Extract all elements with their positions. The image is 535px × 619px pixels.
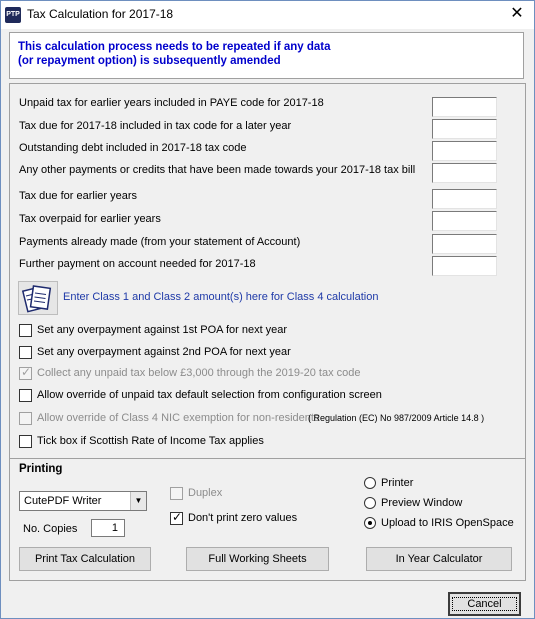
label-collect-unpaid-tax: Collect any unpaid tax below £3,000 through the 2019-20 tax code [37,367,361,379]
row-label-payments-made: Payments already made (from your statement of Account) [19,236,301,248]
label-override-unpaid-tax: Allow override of unpaid tax default selection from configuration screen [37,389,382,401]
checkbox-scottish-rate[interactable] [19,435,32,448]
radio-selected-dot [368,521,372,525]
checkbox-collect-unpaid-tax[interactable] [19,367,32,380]
class4-calculator-button[interactable] [18,281,58,315]
label-overpayment-2nd-poa: Set any overpayment against 2nd POA for next year [37,346,291,358]
app-icon: PTP [5,7,21,23]
input-other-payments[interactable] [432,163,497,183]
input-outstanding-debt[interactable] [432,141,497,161]
check-mark-icon: ✓ [172,510,183,524]
title-bar [1,1,534,29]
input-tax-later-year[interactable] [432,119,497,139]
label-overpayment-1st-poa: Set any overpayment against 1st POA for next year [37,324,288,336]
checkbox-dont-print-zero[interactable] [170,512,183,525]
row-label-tax-overpaid: Tax overpaid for earlier years [19,213,161,225]
printing-heading: Printing [19,463,63,475]
input-unpaid-earlier[interactable] [432,97,497,117]
row-label-tax-due-earlier: Tax due for earlier years [19,190,137,202]
cancel-button[interactable] [448,592,521,616]
row-label-outstanding-debt: Outstanding debt included in 2017-18 tax code [19,142,247,154]
label-duplex: Duplex [188,487,223,499]
label-preview-window: Preview Window [381,497,463,509]
input-tax-due-earlier[interactable] [432,189,497,209]
repeat-notice [9,32,524,79]
copies-input[interactable]: 1 [91,519,125,537]
input-further-payment[interactable] [432,256,497,276]
checkbox-overpayment-1st-poa[interactable] [19,324,32,337]
row-label-other-payments: Any other payments or credits that have been made towards your 2017-18 tax bill [19,164,416,176]
check-mark-icon: ✓ [21,365,32,379]
label-dont-print-zero: Don't print zero values [188,512,298,524]
checkbox-duplex[interactable] [170,487,183,500]
regulation-reference: ( Regulation (EC) No 987/2009 Article 14.8 ) [308,413,485,423]
window-title: Tax Calculation for 2017-18 [27,7,174,21]
label-upload-openspace: Upload to IRIS OpenSpace [381,517,514,529]
copies-label: No. Copies [23,523,78,535]
chevron-down-icon[interactable]: ▼ [130,492,146,510]
print-tax-calculation-button[interactable]: Print Tax Calculation [19,547,151,571]
checkbox-overpayment-2nd-poa[interactable] [19,346,32,359]
radio-preview-window[interactable] [364,497,376,509]
row-label-further-payment: Further payment on account needed for 2017-18 [19,258,256,270]
documents-icon [19,282,57,314]
in-year-calculator-button[interactable]: In Year Calculator [366,547,512,571]
close-icon[interactable]: ✕ [510,5,524,22]
printer-select-value: CutePDF Writer [24,495,102,507]
checkbox-override-class4-nic[interactable] [19,412,32,425]
radio-printer[interactable] [364,477,376,489]
row-label-unpaid-earlier: Unpaid tax for earlier years included in PAYE code for 2017-18 [19,97,324,109]
notice-line-1: This calculation process needs to be repeated if any data [18,41,331,53]
label-scottish-rate: Tick box if Scottish Rate of Income Tax applies [37,435,264,447]
cancel-button-label: Cancel [452,597,516,611]
radio-upload-openspace[interactable] [364,517,376,529]
class4-entry-label[interactable]: Enter Class 1 and Class 2 amount(s) here for Class 4 calculation [63,291,379,303]
label-override-class4-nic: Allow override of Class 4 NIC exemption for non-residents [37,412,320,424]
input-tax-overpaid[interactable] [432,211,497,231]
printer-select[interactable] [19,491,147,511]
notice-line-2: (or repayment option) is subsequently amended [18,55,281,67]
input-payments-made[interactable] [432,234,497,254]
row-label-tax-later-year: Tax due for 2017-18 included in tax code for a later year [19,120,292,132]
full-working-sheets-button[interactable]: Full Working Sheets [186,547,329,571]
checkbox-override-unpaid-tax[interactable] [19,389,32,402]
label-printer: Printer [381,477,414,489]
